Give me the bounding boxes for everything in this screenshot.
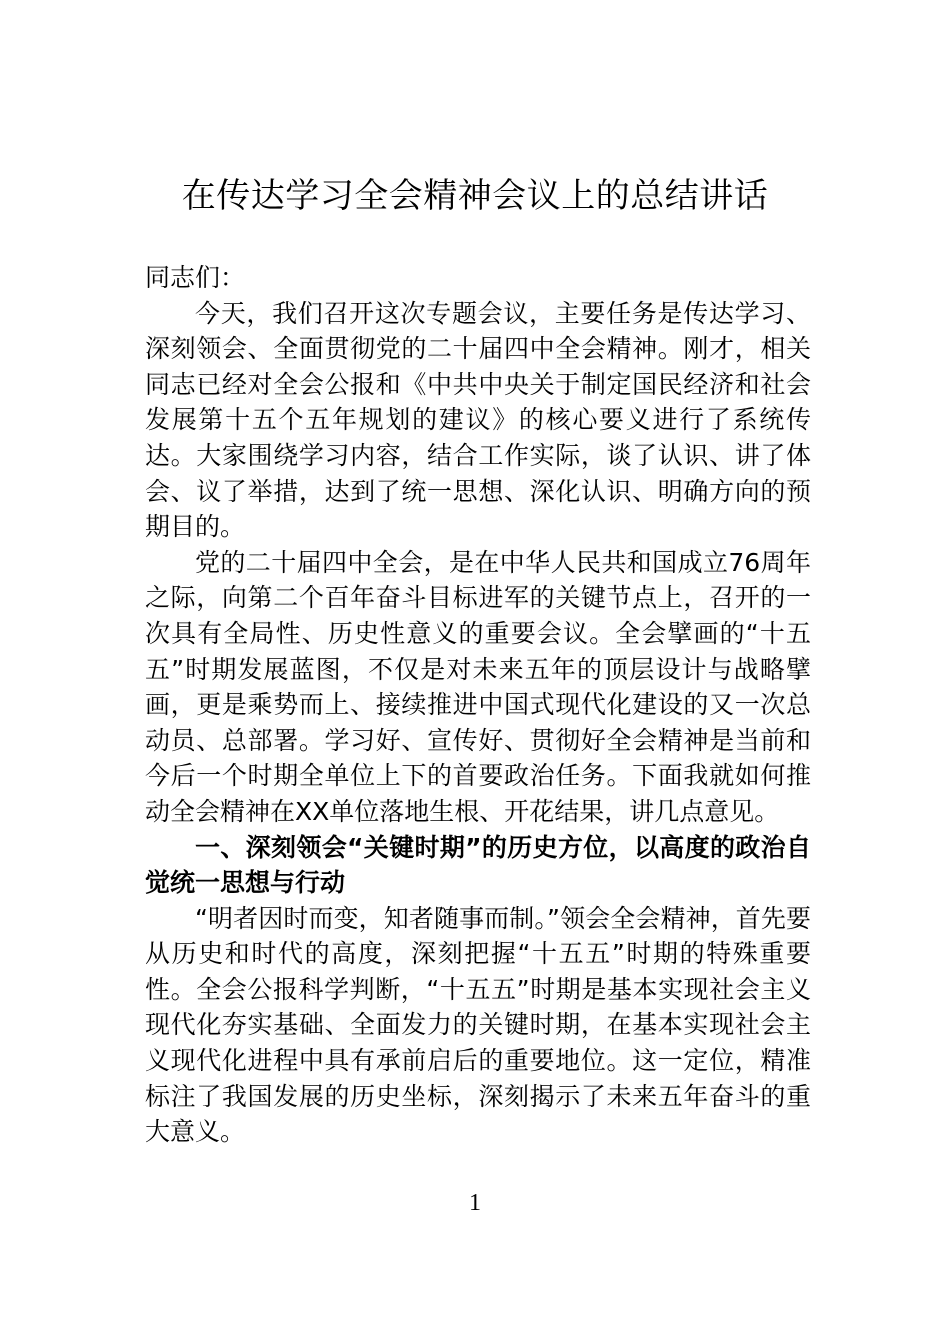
document-body bbox=[145, 260, 811, 1150]
document-title: 在传达学习全会精神会议上的总结讲话 bbox=[181, 176, 769, 216]
paragraph-intro: 今天，我们召开这次专题会议，主要任务是传达学习、深刻领会、全面贯彻党的二十届四中全会精神。刚才，相关同志已经对全会公报和《中共中央关于制定国民经济和社会发展第十五个五年规划的建议》的核心要义进行了系统传达。大家围绕学习内容，结合工作实际，谈了认识、讲了体会、议了举措，达到了统一思想、深化认识、明确方向的预期目的。 bbox=[145, 298, 811, 542]
paragraph-section-one: “明者因时而变，知者随事而制。”领会全会精神，首先要从历史和时代的高度，深刻把握“十五五”时期的特殊重要性。全会公报科学判断，“十五五”时期是基本实现社会主义现代化夯实基础、全面发力的关键时期，在基本实现社会主义现代化进程中具有承前启后的重要地位。这一定位，精准标注了我国发展的历史坐标，深刻揭示了未来五年奋斗的重大意义。 bbox=[145, 903, 811, 1147]
section-heading: 一、深刻领会“关键时期”的历史方位，以高度的政治自觉统一思想与行动 bbox=[145, 832, 811, 898]
salutation: 同志们： bbox=[145, 263, 246, 292]
page-number: 1 bbox=[469, 1190, 481, 1216]
paragraph-background: 党的二十届四中全会，是在中华人民共和国成立76周年之际，向第二个百年奋斗目标进军的关键节点上，召开的一次具有全局性、历史性意义的重要会议。全会擘画的“十五五”时期发展蓝图，不仅是对未来五年的顶层设计与战略擘画，更是乘势而上、接续推进中国式现代化建设的又一次总动员、总部署。学习好、宣传好、贯彻好全会精神是当前和今后一个时期全单位上下的首要政治任务。下面我就如何推动全会精神在XX单位落地生根、开花结果，讲几点意见。 bbox=[145, 547, 811, 826]
